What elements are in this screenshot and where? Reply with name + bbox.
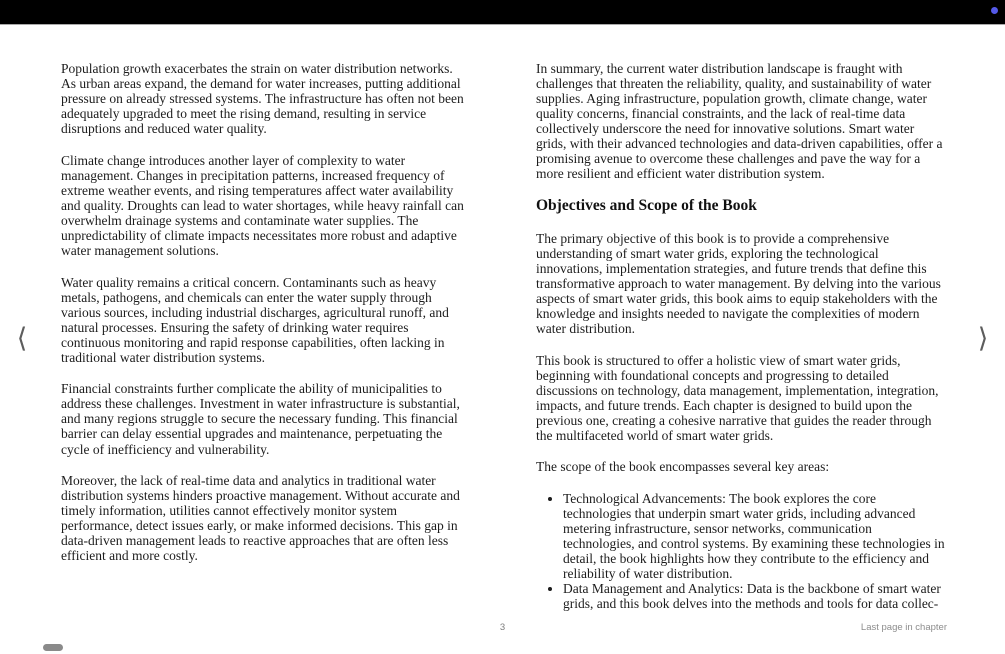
bullet-data-management: • Data Management and Analytics: Data is the backbone of smart water grids, and this book delves into the methods and tools for data collec- — [563, 581, 945, 611]
paragraph-water-quality: Water quality remains a critical concern. Contaminants such as heavy metals, pathogens, and chemicals can enter the water supply through various sources, including industrial discharges, agricultural runoff, and natural processes. Ensuring the safety of drinking water requires continuous monitoring and rapid response capabilities, often lacking in traditional water distribution systems. — [61, 274, 449, 365]
chevron-right-icon: ⟩ — [977, 322, 989, 354]
paragraph-financial-constraints: Financial constraints further complicate the ability of municipalities to address these challenges. Investment in water infrastructure is substantial, and many regions struggle to secure the necessary funding. This financial barrier can delay essential upgrades and maintenance, perpetuating the cycle of inefficiency and vulnerability. — [61, 381, 460, 457]
paragraph-realtime-data: Moreover, the lack of real-time data and analytics in traditional water distribution systems hinders proactive management. Without accurate and timely information, utilities cannot effectively monitor system performance, detect issues early, or make informed decisions. This gap in data-driven management leads to reactive approaches that are often less efficient and more costly. — [61, 473, 460, 564]
bullet-technological-advancements: • Technological Advancements: The book explores the core technologies that underpin smart water grids, including advanced metering infrastructure, sensor networks, communication technologies, and control systems. By examining these technologies in detail, the book highlights how they contribute to the efficiency and reliability of water distribution. — [563, 491, 945, 581]
page-number: 3 — [499, 622, 506, 633]
left-page-column — [61, 61, 470, 611]
next-page-button[interactable] — [969, 316, 997, 360]
chapter-status-label: Last page in chapter — [860, 622, 947, 633]
notification-dot-icon — [991, 7, 998, 14]
paragraph-scope-lead-in: The scope of the book encompasses several key areas: — [536, 459, 830, 475]
right-page-column — [536, 61, 945, 611]
scope-bullet-list — [536, 491, 945, 611]
paragraph-climate-change: Climate change introduces another layer of complexity to water management. Changes in precipitation patterns, increased frequency of extreme weather events, and rising temperatures affect water availability and quality. Droughts can lead to water shortages, while heavy rainfall can overwhelm drainage systems and contaminate water supplies. The unpredictability of climate impacts necessitates more robust and adaptive water management solutions. — [61, 152, 464, 259]
section-heading: Objectives and Scope of the Book — [536, 196, 757, 214]
drag-handle-pill[interactable] — [43, 644, 63, 651]
previous-page-button[interactable] — [8, 316, 36, 360]
paragraph-book-structure: This book is structured to offer a holistic view of smart water grids, beginning with foundational concepts and progressing to detailed discussions on technology, data management, implementation, integration, impacts, and future trends. Each chapter is designed to build upon the previous one, creating a cohesive narrative that guides the reader through the multifaceted world of smart water grids. — [536, 352, 939, 443]
paragraph-population-growth: Population growth exacerbates the strain on water distribution networks. As urban areas expand, the demand for water increases, putting additional pressure on already stressed systems. The infrastructure has often not been adequately upgraded to meet the rising demand, resulting in service disruptions and reduced water quality. — [61, 61, 464, 137]
paragraph-primary-objective: The primary objective of this book is to provide a comprehensive understanding of smart water grids, exploring the technological innovations, implementation strategies, and future trends that define this transformative approach to water management. By delving into the various aspects of smart water grids, this book aims to equip stakeholders with the knowledge and insights needed to navigate the complexities of modern water distribution. — [536, 230, 941, 337]
chevron-left-icon: ⟨ — [16, 322, 28, 354]
book-page-spread — [61, 61, 944, 611]
paragraph-summary: In summary, the current water distribution landscape is fraught with challenges that threaten the reliability, quality, and sustainability of water supplies. Aging infrastructure, population growth, climate change, water quality concerns, financial constraints, and the lack of real-time data collectively underscore the need for innovative solutions. Smart water grids, with their advanced technologies and data-driven capabilities, offer a promising avenue to overcome these challenges and pave the way for a more resilient and efficient water distribution system. — [536, 61, 943, 182]
titlebar — [0, 0, 1005, 25]
